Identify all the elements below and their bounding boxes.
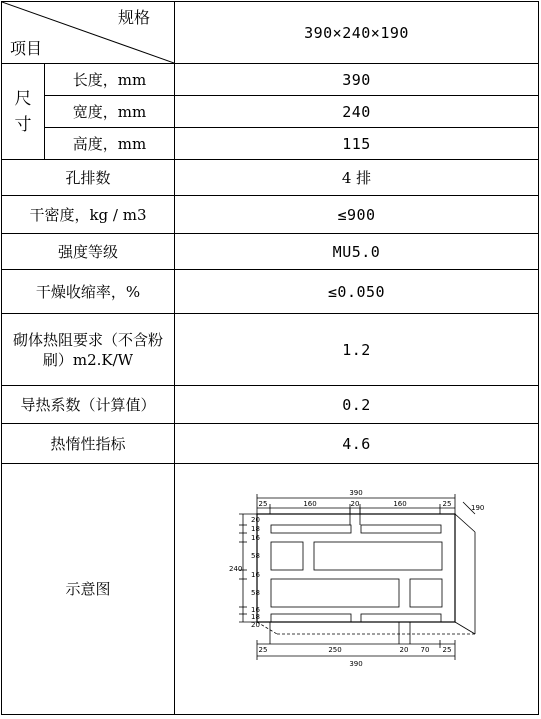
dim-top-seg-2: 160	[302, 500, 317, 508]
cavity-low-right	[410, 579, 442, 607]
cavity-bottom-right	[361, 614, 441, 622]
label-thermal-inertia: 热惰性指标	[2, 424, 175, 464]
dim-total-length-bottom: 390	[348, 660, 363, 668]
block-front-outline	[257, 514, 455, 622]
dim-bottom-seg-5: 25	[442, 646, 451, 654]
dim-bottom-seg-3: 20	[399, 646, 408, 654]
spec-header-label: 规格	[117, 8, 150, 27]
dim-left-seg-2: 18	[250, 525, 260, 533]
dim-left-seg-6: 58	[250, 589, 260, 597]
dim-left-seg-3: 16	[250, 534, 260, 542]
dim-top-seg-5: 25	[442, 500, 451, 508]
value-thermal-inertia: 4.6	[175, 424, 539, 464]
label-dry-shrinkage: 干燥收缩率，%	[2, 270, 175, 314]
dim-left-seg-9: 20	[250, 621, 260, 629]
item-header-label: 项目	[10, 39, 43, 58]
size-value-length: 390	[175, 64, 539, 96]
value-thermal-resistance: 1.2	[175, 314, 539, 386]
label-strength-grade: 强度等级	[2, 234, 175, 270]
dim-left-seg-7: 16	[250, 606, 260, 614]
row-diagram	[2, 464, 539, 715]
cavity-bottom-left	[271, 614, 351, 622]
block-drawing	[227, 484, 487, 694]
value-hole-rows: 4 排	[175, 160, 539, 196]
size-label-height: 高度，mm	[45, 128, 175, 160]
header-row	[2, 2, 539, 64]
label-thermal-resistance: 砌体热阻要求（不含粉刷）m2.K/W	[2, 314, 175, 386]
size-label-width: 宽度，mm	[45, 96, 175, 128]
size-row-height	[2, 128, 539, 160]
diagram-cell	[175, 464, 539, 715]
dim-left-total: 240	[228, 565, 242, 573]
depth-edge-top	[455, 514, 475, 532]
value-dry-shrinkage: ≤0.050	[175, 270, 539, 314]
dim-bottom-seg-1: 25	[258, 646, 267, 654]
label-diagram: 示意图	[2, 464, 175, 715]
row-dry-shrinkage	[2, 270, 539, 314]
cavity-mid-right	[314, 542, 442, 570]
value-conductivity: 0.2	[175, 386, 539, 424]
dim-bottom-seg-4: 70	[420, 646, 429, 654]
cavity-top-left	[271, 525, 351, 533]
dim-left-seg-4: 58	[250, 552, 260, 560]
size-value-width: 240	[175, 96, 539, 128]
row-conductivity	[2, 386, 539, 424]
row-thermal-inertia	[2, 424, 539, 464]
depth-edge-bottom	[455, 622, 475, 634]
size-row-width	[2, 96, 539, 128]
header-diagonal-cell	[2, 2, 175, 64]
dim-left-seg-1: 20	[250, 516, 260, 524]
dim-total-length-top: 390	[348, 489, 363, 497]
size-group-label: 尺寸	[14, 88, 32, 135]
dim-top-seg-1: 25	[258, 500, 267, 508]
size-row-length	[2, 64, 539, 96]
spec-value: 390×240×190	[175, 2, 539, 64]
spec-table	[1, 1, 539, 715]
value-dry-density: ≤900	[175, 196, 539, 234]
dim-left-seg-8: 18	[250, 613, 260, 621]
label-conductivity: 导热系数（计算值）	[2, 386, 175, 424]
size-label-length: 长度，mm	[45, 64, 175, 96]
dim-top-seg-4: 160	[392, 500, 407, 508]
dim-depth: 190	[470, 504, 484, 512]
dim-bottom-seg-2: 250	[327, 646, 342, 654]
size-value-height: 115	[175, 128, 539, 160]
cavity-top-right	[361, 525, 441, 533]
dim-left-seg-5: 16	[250, 571, 260, 579]
row-hole-rows	[2, 160, 539, 196]
size-group-cell	[2, 64, 45, 160]
cavity-low-left	[271, 579, 399, 607]
cavity-mid-left	[271, 542, 303, 570]
row-dry-density	[2, 196, 539, 234]
row-thermal-resistance	[2, 314, 539, 386]
value-strength-grade: MU5.0	[175, 234, 539, 270]
label-dry-density: 干密度，kg / m3	[2, 196, 175, 234]
dim-top-seg-3: 20	[350, 500, 359, 508]
row-strength-grade	[2, 234, 539, 270]
label-hole-rows: 孔排数	[2, 160, 175, 196]
